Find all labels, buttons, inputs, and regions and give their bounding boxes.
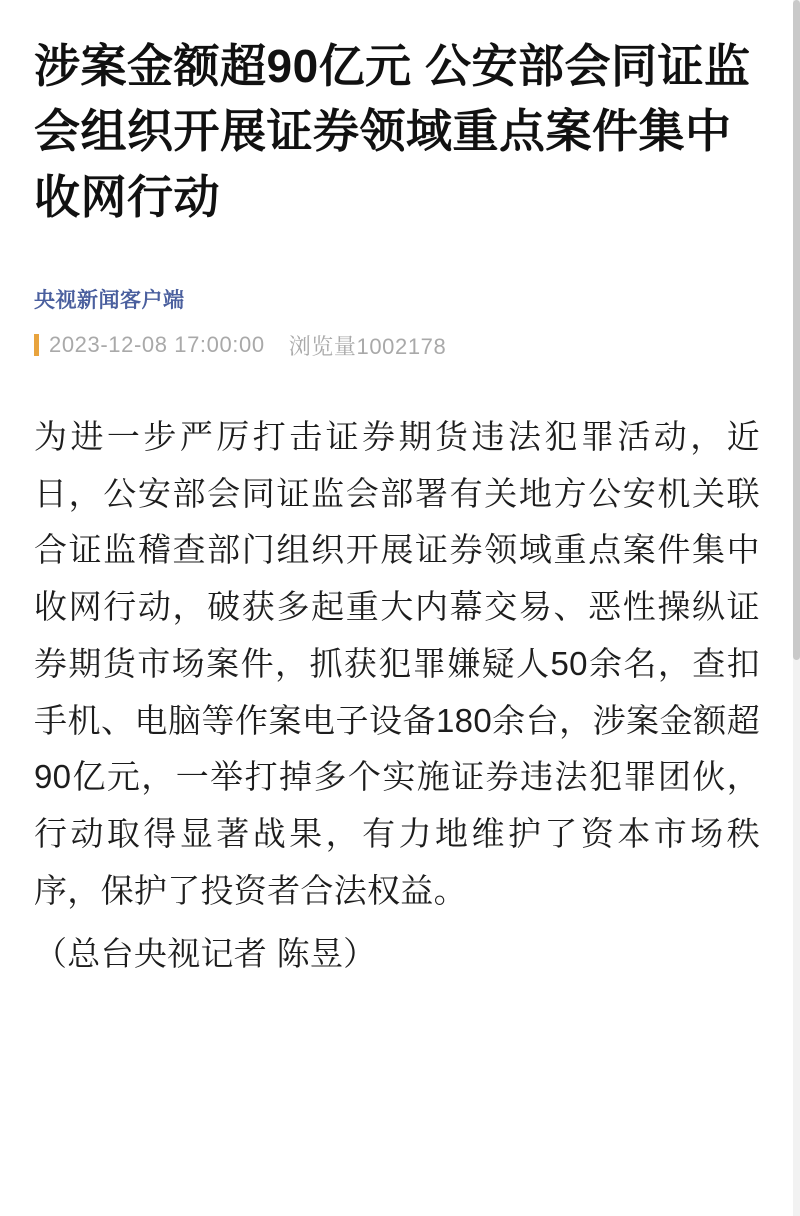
article-body (34, 409, 766, 983)
source-row (34, 284, 766, 314)
article-meta (34, 330, 766, 361)
accent-bar-icon (34, 334, 39, 356)
article-paragraph: 为进一步严厉打击证券期货违法犯罪活动，近日，公安部会同证监会部署有关地方公安机关联合证监稽查部门组织开展证券领域重点案件集中收网行动，破获多起重大内幕交易、恶性操纵证券期货市场案件，抓获犯罪嫌疑人50余名，查扣手机、电脑等作案电子设备180余台，涉案金额超90亿元，一举打掉多个实施证券违法犯罪团伙，行动取得显著战果，有力地维护了资本市场秩序，保护了投资者合法权益。 (34, 417, 760, 909)
publish-timestamp: 2023-12-08 17:00:00 (49, 332, 265, 358)
page-title: 涉案金额超90亿元 公安部会同证监会组织开展证券领域重点案件集中收网行动 (34, 40, 751, 223)
scrollbar-thumb[interactable] (793, 0, 800, 660)
view-count: 浏览量1002178 (288, 333, 447, 359)
article-byline: （总台央视记者 陈昱） (34, 934, 377, 972)
source-name[interactable]: 央视新闻客户端 (34, 288, 185, 312)
scrollbar-track[interactable] (793, 0, 800, 1216)
